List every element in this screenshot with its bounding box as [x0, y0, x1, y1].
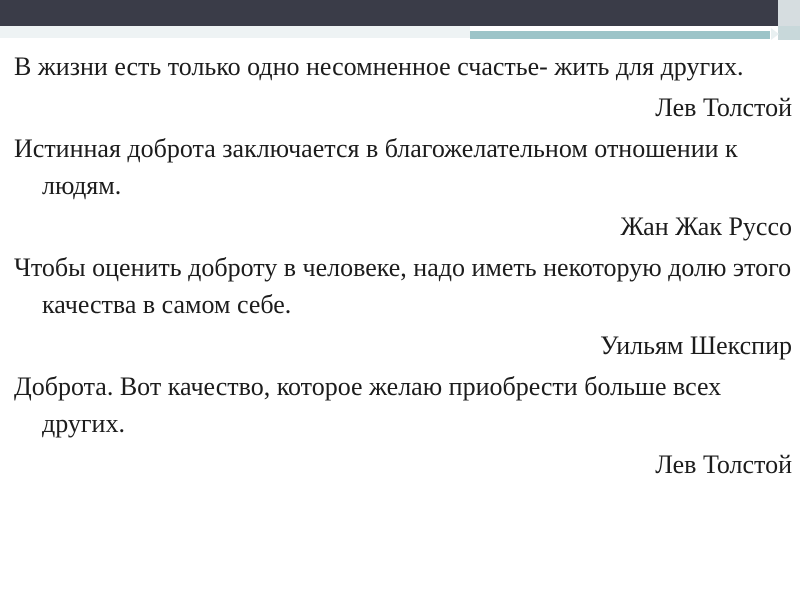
quote-text: В жизни есть только одно несомненное счастье- жить для других. — [14, 52, 744, 81]
header-accent-band — [470, 31, 770, 39]
header-dark-band — [0, 0, 778, 26]
header-corner-cap — [778, 0, 800, 26]
quote-author: Жан Жак Руссо — [620, 212, 792, 241]
header-arrow-icon — [771, 28, 779, 40]
quote-author: Уильям Шекспир — [600, 331, 792, 360]
quote-text: Истинная доброта заключается в благожелательном отношении к людям. — [14, 134, 738, 200]
slide-header-bar — [0, 0, 800, 40]
header-light-band — [0, 26, 470, 38]
quote-text: Чтобы оценить доброту в человеке, надо иметь некоторую долю этого качества в самом себе. — [14, 253, 792, 319]
quote-text: Доброта. Вот качество, которое желаю приобрести больше всех других. — [14, 372, 722, 438]
quote-author: Лев Толстой — [655, 450, 792, 479]
quotes-list — [14, 48, 792, 487]
quote-author: Лев Толстой — [655, 93, 792, 122]
